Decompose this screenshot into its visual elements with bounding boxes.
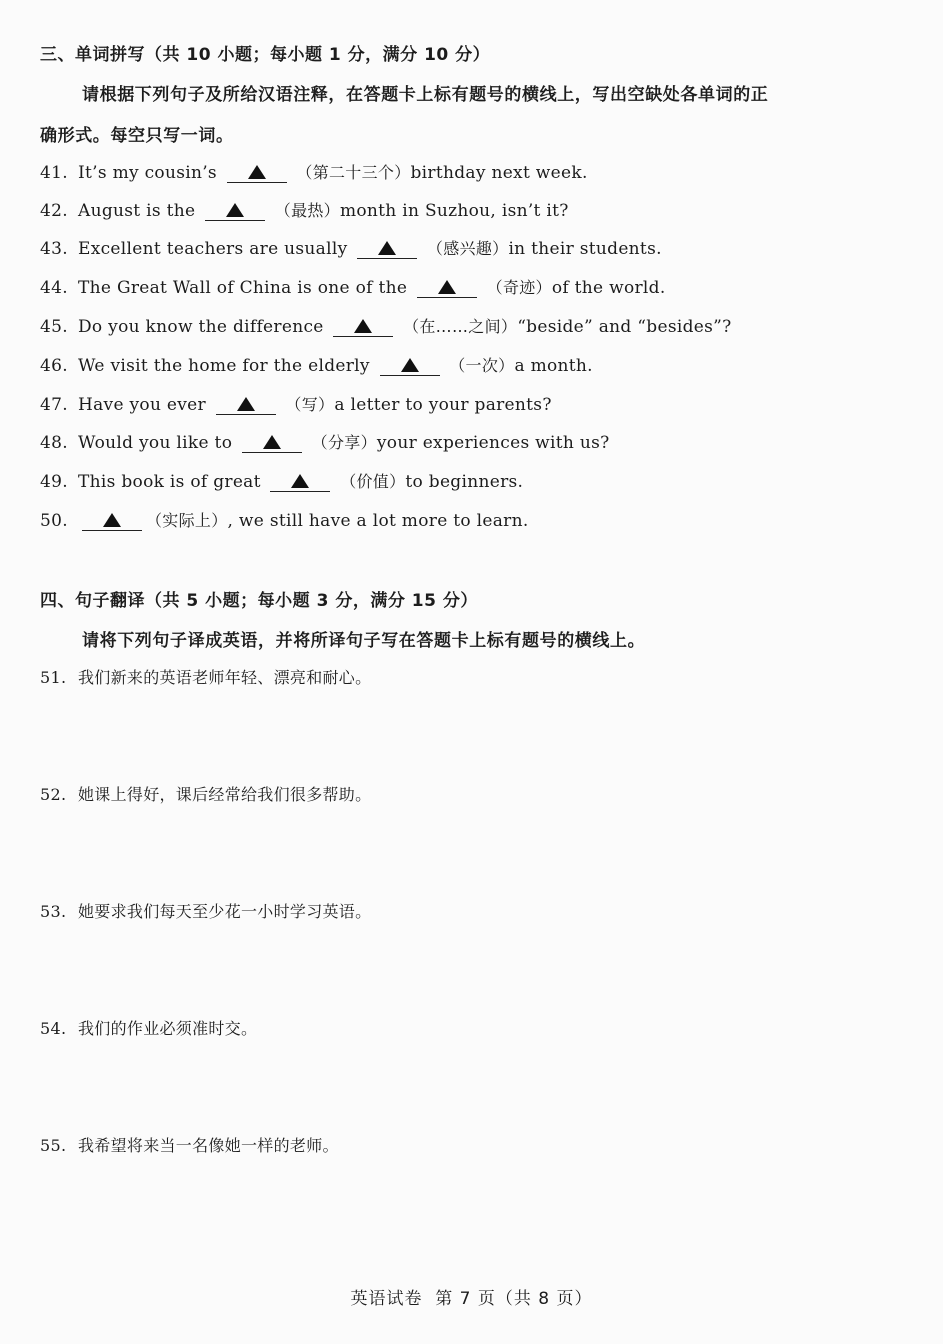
- question-number: 50.: [40, 511, 68, 531]
- question-45: [40, 314, 732, 337]
- answer-blank[interactable]: [227, 162, 287, 183]
- section3-instruction-line2: 确形式。每空只写一词。: [40, 126, 234, 146]
- question-text-before: This book is of great: [78, 472, 261, 492]
- chinese-hint: （写）: [285, 395, 335, 414]
- question-text-after: a month.: [514, 356, 593, 376]
- chinese-hint: （感兴趣）: [426, 239, 509, 258]
- answer-blank[interactable]: [333, 316, 393, 337]
- triangle-icon: [354, 319, 372, 333]
- translation-sentence: 我希望将来当一名像她一样的老师。: [78, 1136, 339, 1155]
- question-number: 53.: [40, 902, 67, 921]
- section4-instruction: 请将下列句子译成英语，并将所译句子写在答题卡上标有题号的横线上。: [82, 631, 646, 651]
- triangle-icon: [237, 397, 255, 411]
- page-footer: 英语试卷 第 7 页（共 8 页）: [350, 1289, 593, 1309]
- triangle-icon: [103, 513, 121, 527]
- question-text-after: “beside” and “besides”?: [517, 317, 732, 337]
- section3-instruction-line1: 请根据下列句子及所给汉语注释，在答题卡上标有题号的横线上，写出空缺处各单词的正: [82, 85, 769, 105]
- triangle-icon: [291, 474, 309, 488]
- question-number: 47.: [40, 395, 68, 415]
- translation-question-52: [40, 782, 371, 805]
- question-text-before: Would you like to: [78, 433, 233, 453]
- question-number: 45.: [40, 317, 68, 337]
- section4-title: 四、句子翻译（共 5 小题；每小题 3 分，满分 15 分）: [40, 591, 478, 611]
- question-text-after: to beginners.: [405, 472, 524, 492]
- section3-title: 三、单词拼写（共 10 小题；每小题 1 分，满分 10 分）: [40, 45, 491, 65]
- chinese-hint: （分享）: [311, 433, 377, 452]
- question-41: [40, 160, 588, 183]
- chinese-hint: （在……之间）: [403, 317, 518, 336]
- answer-blank[interactable]: [380, 355, 440, 376]
- triangle-icon: [226, 203, 244, 217]
- answer-blank[interactable]: [357, 238, 417, 259]
- question-44: [40, 275, 666, 298]
- question-text-after: your experiences with us?: [376, 433, 610, 453]
- question-number: 49.: [40, 472, 68, 492]
- translation-question-54: [40, 1016, 257, 1039]
- question-46: [40, 353, 593, 376]
- question-50: [40, 508, 529, 531]
- answer-blank[interactable]: [417, 277, 477, 298]
- question-43: [40, 236, 662, 259]
- translation-question-51: [40, 665, 371, 688]
- question-text-before: Have you ever: [78, 395, 206, 415]
- translation-question-55: [40, 1133, 339, 1156]
- question-number: 55.: [40, 1136, 67, 1155]
- chinese-hint: （第二十三个）: [296, 163, 411, 182]
- answer-blank[interactable]: [82, 510, 142, 531]
- chinese-hint: （价值）: [340, 472, 406, 491]
- question-number: 44.: [40, 278, 68, 298]
- chinese-hint: （一次）: [449, 356, 515, 375]
- question-49: [40, 469, 523, 492]
- question-number: 52.: [40, 785, 67, 804]
- answer-blank[interactable]: [242, 432, 302, 453]
- triangle-icon: [263, 435, 281, 449]
- question-text-after: birthday next week.: [410, 163, 588, 183]
- question-42: [40, 198, 569, 221]
- answer-blank[interactable]: [205, 200, 265, 221]
- question-text-after: month in Suzhou, isn’t it?: [339, 201, 569, 221]
- answer-blank[interactable]: [270, 471, 330, 492]
- triangle-icon: [378, 241, 396, 255]
- question-text-after: of the world.: [551, 278, 666, 298]
- question-text-before: The Great Wall of China is one of the: [78, 278, 408, 298]
- question-number: 43.: [40, 239, 68, 259]
- question-text-before: Excellent teachers are usually: [78, 239, 348, 259]
- question-48: [40, 430, 610, 453]
- translation-question-53: [40, 899, 371, 922]
- question-number: 48.: [40, 433, 68, 453]
- triangle-icon: [438, 280, 456, 294]
- question-47: [40, 392, 552, 415]
- translation-sentence: 她要求我们每天至少花一小时学习英语。: [78, 902, 372, 921]
- question-number: 54.: [40, 1019, 67, 1038]
- question-text-before: August is the: [78, 201, 196, 221]
- translation-sentence: 她课上得好，课后经常给我们很多帮助。: [78, 785, 372, 804]
- question-text-before: Do you know the difference: [78, 317, 324, 337]
- question-text-before: We visit the home for the elderly: [78, 356, 370, 376]
- question-number: 42.: [40, 201, 68, 221]
- question-number: 46.: [40, 356, 68, 376]
- question-text-after: in their students.: [508, 239, 662, 259]
- chinese-hint: （实际上）: [146, 511, 228, 530]
- answer-blank[interactable]: [216, 394, 276, 415]
- chinese-hint: （奇迹）: [486, 278, 552, 297]
- triangle-icon: [248, 165, 266, 179]
- question-text-after: a letter to your parents?: [334, 395, 552, 415]
- triangle-icon: [401, 358, 419, 372]
- question-number: 51.: [40, 668, 67, 687]
- question-number: 41.: [40, 163, 68, 183]
- chinese-hint: （最热）: [274, 201, 340, 220]
- question-text-before: It’s my cousin’s: [78, 163, 217, 183]
- translation-sentence: 我们的作业必须准时交。: [78, 1019, 258, 1038]
- question-text-after: , we still have a lot more to learn.: [227, 511, 529, 531]
- translation-sentence: 我们新来的英语老师年轻、漂亮和耐心。: [78, 668, 372, 687]
